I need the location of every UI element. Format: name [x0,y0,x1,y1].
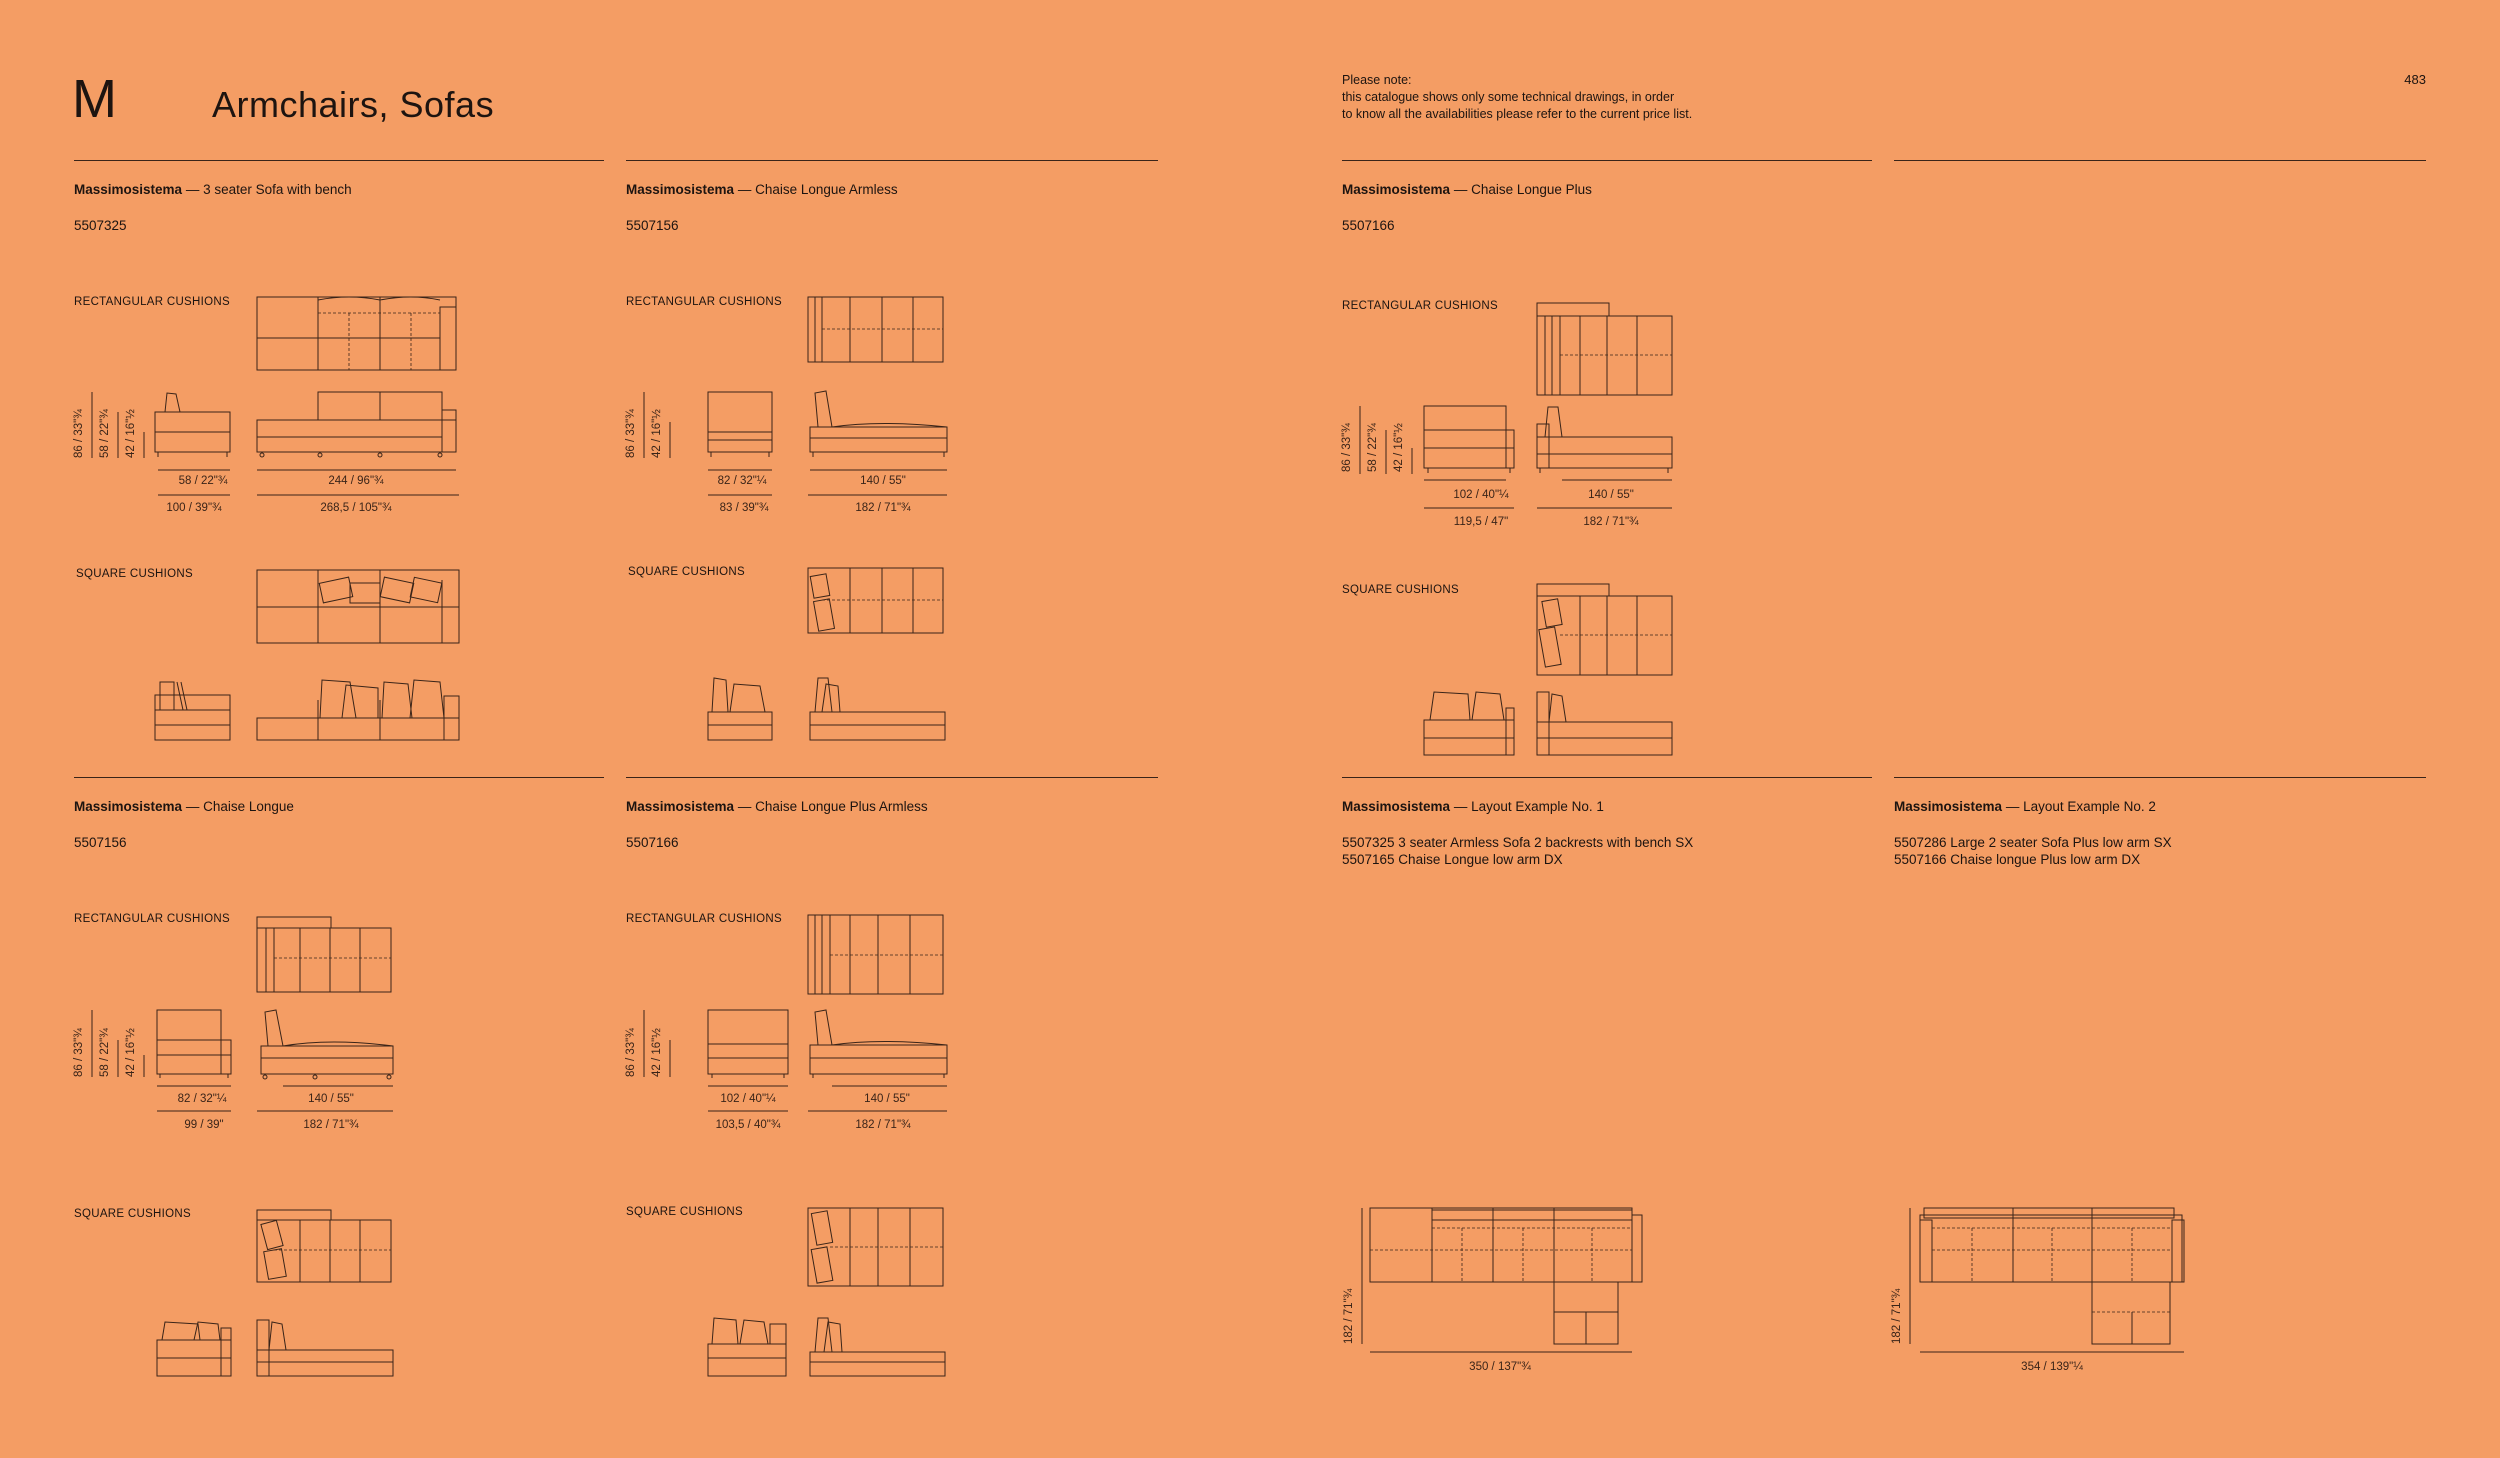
rect-cushions-label: RECTANGULAR CUSHIONS [626,913,782,925]
chaise-top-view-drawing [257,917,391,992]
page-number: 483 [2404,72,2426,87]
rect-cushions-label: RECTANGULAR CUSHIONS [1342,300,1498,312]
product-code: 5507166 [1342,218,1395,233]
width-dimension: 82 / 32"¼ [717,475,767,487]
product-code: 5507166 [626,835,679,850]
width-dimension: 140 / 55" [308,1093,354,1105]
depth-dimension: 119,5 / 47" [1453,516,1509,528]
dimension-lines [1910,1208,2184,1352]
chaise-plus-square-top-drawing [1537,584,1672,675]
width-dimension: 140 / 55" [864,1093,910,1105]
brand-name: Massimosistema [1342,182,1451,197]
brand-name: Massimosistema [1342,799,1451,814]
height-dimension: 58 / 22"¾ [99,409,111,458]
layout-2-plan-drawing [1920,1208,2184,1344]
chaise-square-front-drawing [157,1322,231,1376]
layout-item: 5507165 Chaise Longue low arm DX [1342,852,1563,867]
height-dimension: 86 / 33"¾ [1341,423,1353,472]
height-dimension: 182 / 71"¾ [1343,1288,1355,1344]
chaise-square-top-drawing [808,568,943,633]
height-dimension: 86 / 33"¾ [73,409,85,458]
depth-dimension: 100 / 39"¾ [166,502,222,514]
height-dimension: 182 / 71"¾ [1891,1288,1903,1344]
width-dimension: 354 / 139"¼ [2021,1361,2083,1373]
brand-name: Massimosistema [74,799,183,814]
armchair-side-view-drawing [155,393,230,457]
depth-dimension: 103,5 / 40"¾ [715,1119,781,1131]
sofa-top-view-drawing [257,297,456,370]
rect-cushions-label: RECTANGULAR CUSHIONS [74,296,230,308]
armchair-square-side-drawing [155,682,230,740]
width-dimension: 58 / 22"¾ [178,475,228,487]
chaise-square-top-drawing [808,1208,943,1286]
height-dimension: 86 / 33"¾ [625,1028,637,1077]
brand-name: Massimosistema [626,182,735,197]
note-line: this catalogue shows only some technical drawings, in order [1342,90,1675,104]
layout-name: — Layout Example No. 1 [1450,799,1604,814]
product-name: — Chaise Longue Plus [1450,182,1592,197]
chaise-front-view-drawing [708,392,772,457]
height-dimension: 58 / 22"¾ [1367,423,1379,472]
product-name: — Chaise Longue Armless [734,182,898,197]
chaise-square-side-drawing [810,678,945,740]
section-letter: M [72,69,117,129]
square-cushions-label: SQUARE CUSHIONS [626,1206,743,1218]
square-cushions-label: SQUARE CUSHIONS [74,1208,191,1220]
product-name: — Chaise Longue Plus Armless [734,799,928,814]
dimension-lines [1362,1208,1632,1352]
chaise-front-view-drawing [157,1010,231,1078]
width-dimension: 244 / 96"¾ [328,475,384,487]
chaise-top-view-drawing [808,297,943,362]
chaise-side-view-drawing [261,1010,393,1079]
product-name: — 3 seater Sofa with bench [182,182,352,197]
height-dimension: 42 / 16"½ [125,1028,137,1077]
note-line: to know all the availabilities please refer to the current price list. [1342,107,1693,121]
chaise-top-view-drawing [808,915,943,994]
product-code: 5507156 [626,218,679,233]
page-title: Armchairs, Sofas [212,84,495,125]
brand-name: Massimosistema [74,182,183,197]
product-code: 5507156 [74,835,127,850]
width-dimension: 140 / 55" [860,475,906,487]
sofa-front-view-drawing [257,392,456,457]
chaise-plus-square-side-drawing [1537,692,1672,755]
chaise-side-view-drawing [810,391,947,457]
height-dimension: 86 / 33"¾ [73,1028,85,1077]
height-dimension: 42 / 16"½ [651,1028,663,1077]
width-dimension: 140 / 55" [1588,489,1634,501]
depth-dimension: 83 / 39"¾ [719,502,769,514]
chaise-square-top-drawing [257,1210,391,1282]
depth-dimension: 99 / 39" [184,1119,224,1131]
layout-item: 5507166 Chaise longue Plus low arm DX [1894,852,2141,867]
square-cushions-label: SQUARE CUSHIONS [628,566,745,578]
depth-dimension: 182 / 71"¾ [1583,516,1639,528]
width-dimension: 82 / 32"¼ [177,1093,227,1105]
square-cushions-label: SQUARE CUSHIONS [76,568,193,580]
brand-name: Massimosistema [626,799,735,814]
height-dimension: 42 / 16"½ [125,409,137,458]
chaise-side-view-drawing [810,1010,947,1078]
chaise-plus-top-view-drawing [1537,303,1672,395]
chaise-square-side-drawing [810,1318,945,1376]
brand-name: Massimosistema [1894,799,2003,814]
width-dimension: 102 / 40"¼ [720,1093,776,1105]
dimension-lines [92,392,459,495]
height-dimension: 42 / 16"½ [651,409,663,458]
layout-item: 5507325 3 seater Armless Sofa 2 backrests with bench SX [1342,835,1694,850]
width-dimension: 350 / 137"¾ [1469,1361,1531,1373]
square-cushions-label: SQUARE CUSHIONS [1342,584,1459,596]
product-name: — Chaise Longue [182,799,294,814]
armless-square-front-drawing [708,1318,786,1376]
sofa-square-top-drawing [257,570,459,643]
chaise-square-side-drawing [257,1320,393,1376]
height-dimension: 42 / 16"½ [1393,423,1405,472]
depth-dimension: 182 / 71"¾ [303,1119,359,1131]
chaise-front-view-drawing [708,1010,788,1078]
depth-dimension: 182 / 71"¾ [855,502,911,514]
depth-dimension: 268,5 / 105"¾ [320,502,392,514]
layout-item: 5507286 Large 2 seater Sofa Plus low arm SX [1894,835,2172,850]
width-dimension: 102 / 40"¼ [1453,489,1509,501]
rect-cushions-label: RECTANGULAR CUSHIONS [74,913,230,925]
armless-square-front-drawing [708,678,772,740]
note-line: Please note: [1342,73,1412,87]
rect-cushions-label: RECTANGULAR CUSHIONS [626,296,782,308]
layout-name: — Layout Example No. 2 [2002,799,2156,814]
height-dimension: 86 / 33"¾ [625,409,637,458]
chaise-plus-side-view-drawing [1537,407,1672,473]
product-code: 5507325 [74,218,127,233]
chaise-plus-square-front-drawing [1424,692,1514,755]
depth-dimension: 182 / 71"¾ [855,1119,911,1131]
sofa-square-front-drawing [257,680,459,740]
height-dimension: 58 / 22"¾ [99,1028,111,1077]
layout-1-plan-drawing [1370,1208,1642,1344]
chaise-plus-front-view-drawing [1424,406,1514,473]
